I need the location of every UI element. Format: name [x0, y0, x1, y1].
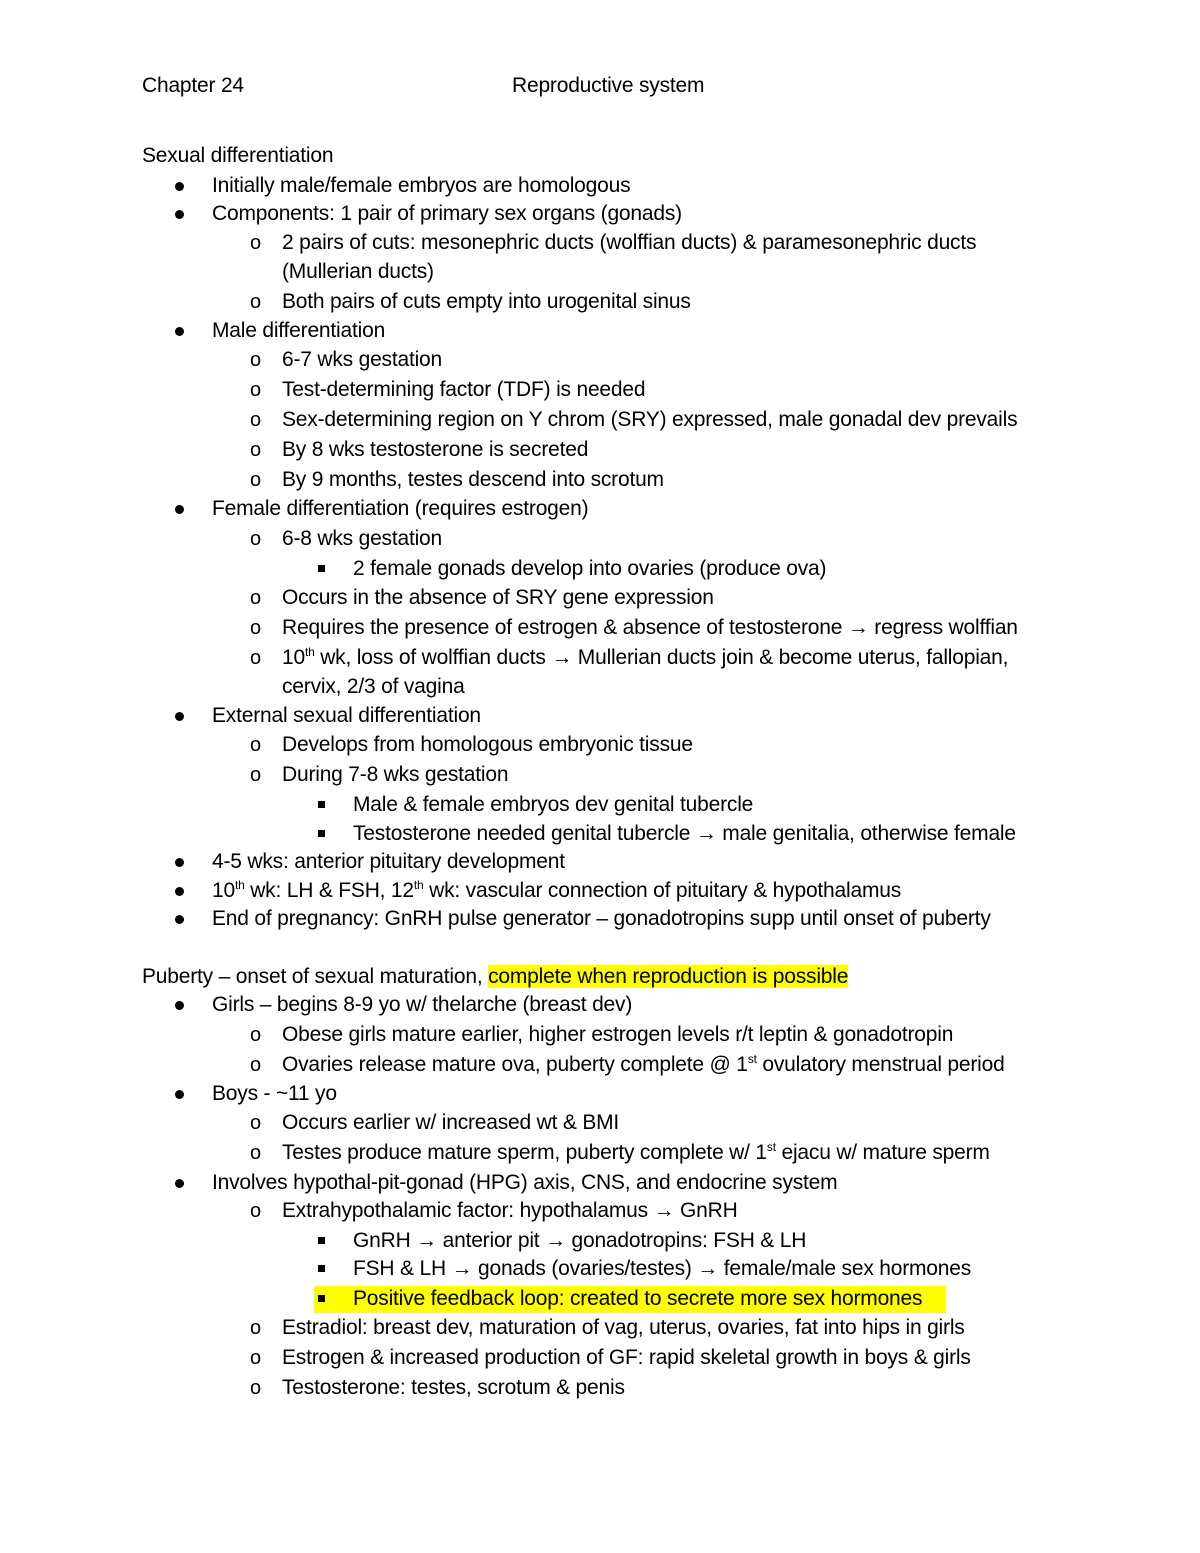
circle-bullet-icon: o [250, 469, 262, 491]
bullet-icon [175, 1090, 184, 1099]
list-item: Female differentiation (requires estrogen) [212, 497, 589, 520]
list-item: GnRH → anterior pit → gonadotropins: FSH & LH [353, 1229, 807, 1252]
circle-bullet-icon: o [250, 587, 262, 609]
list-item: End of pregnancy: GnRH pulse generator – gonadotropins supp until onset of puberty [212, 907, 991, 930]
list-item: External sexual differentiation [212, 704, 481, 727]
list-item: Components: 1 pair of primary sex organs (gonads) [212, 202, 682, 225]
list-item [282, 1052, 1005, 1078]
superscript: st [766, 1140, 776, 1154]
bullet-icon [175, 505, 184, 514]
list-item: Extrahypothalamic factor: hypothalamus → GnRH [282, 1199, 738, 1222]
circle-bullet-icon: o [250, 1112, 262, 1134]
list-item: Girls – begins 8-9 yo w/ thelarche (breast dev) [212, 993, 633, 1016]
list-item: Initially male/female embryos are homologous [212, 174, 631, 197]
list-item: 6-7 wks gestation [282, 348, 443, 371]
list-item-continuation: (Mullerian ducts) [282, 260, 434, 283]
text-run: ejacu w/ mature sperm [775, 1141, 990, 1164]
circle-bullet-icon: o [250, 1024, 262, 1046]
bullet-icon [175, 182, 184, 191]
list-item: During 7-8 wks gestation [282, 763, 509, 786]
circle-bullet-icon: o [250, 1142, 262, 1164]
superscript: th [234, 878, 245, 892]
list-item: Requires the presence of estrogen & absence of testosterone → regress wolffian [282, 616, 1018, 639]
bullet-icon [175, 1179, 184, 1188]
list-item-highlighted: Positive feedback loop: created to secrete more sex hormones [353, 1287, 923, 1310]
text-run: 10 [282, 646, 305, 669]
bullet-icon [175, 1001, 184, 1010]
circle-bullet-icon: o [250, 232, 262, 254]
list-item: FSH & LH → gonads (ovaries/testes) → female/male sex hormones [353, 1257, 972, 1280]
bullet-icon [175, 210, 184, 219]
bullet-icon [175, 858, 184, 867]
circle-bullet-icon: o [250, 1200, 262, 1222]
list-item: Sex-determining region on Y chrom (SRY) expressed, male gonadal dev prevails [282, 408, 1018, 431]
circle-bullet-icon: o [250, 528, 262, 550]
circle-bullet-icon: o [250, 764, 262, 786]
list-item: Occurs earlier w/ increased wt & BMI [282, 1111, 620, 1134]
list-item: 6-8 wks gestation [282, 527, 443, 550]
bullet-icon [175, 327, 184, 336]
superscript: th [413, 878, 424, 892]
square-bullet-icon [318, 1265, 325, 1272]
list-item [282, 1140, 990, 1166]
text-run: Testes produce mature sperm, puberty complete w/ 1 [282, 1141, 767, 1164]
bullet-icon [175, 887, 184, 896]
circle-bullet-icon: o [250, 439, 262, 461]
list-item [212, 878, 901, 904]
text-run: wk: vascular connection of pituitary & hypothalamus [423, 879, 902, 902]
list-item: 2 female gonads develop into ovaries (produce ova) [353, 557, 827, 580]
superscript: th [304, 645, 315, 659]
square-bullet-icon [318, 565, 325, 572]
text-run: 10 [212, 879, 235, 902]
circle-bullet-icon: o [250, 734, 262, 756]
list-item-continuation: cervix, 2/3 of vagina [282, 675, 465, 698]
list-item: Male & female embryos dev genital tubercle [353, 793, 754, 816]
highlighted-text: complete when reproduction is possible [488, 965, 849, 988]
circle-bullet-icon: o [250, 647, 262, 669]
list-item: Male differentiation [212, 319, 386, 342]
circle-bullet-icon: o [250, 617, 262, 639]
circle-bullet-icon: o [250, 1317, 262, 1339]
section-heading-sexual-differentiation: Sexual differentiation [142, 144, 334, 167]
square-bullet-icon [318, 1237, 325, 1244]
superscript: st [747, 1052, 757, 1066]
list-item: Estradiol: breast dev, maturation of vag, uterus, ovaries, fat into hips in girls [282, 1316, 965, 1339]
chapter-label: Chapter 24 [142, 74, 244, 97]
section-heading-puberty [142, 964, 848, 990]
bullet-icon [175, 712, 184, 721]
list-item: Both pairs of cuts empty into urogenital sinus [282, 290, 691, 313]
list-item: Involves hypothal-pit-gonad (HPG) axis, CNS, and endocrine system [212, 1171, 838, 1194]
text-run: wk, loss of wolffian ducts → Mullerian ducts join & become uterus, fallopian, [314, 646, 1009, 669]
list-item: By 8 wks testosterone is secreted [282, 438, 589, 461]
square-bullet-icon [318, 1295, 325, 1302]
list-item: Develops from homologous embryonic tissue [282, 733, 693, 756]
text-run: Ovaries release mature ova, puberty complete @ 1 [282, 1053, 748, 1076]
list-item: 2 pairs of cuts: mesonephric ducts (wolffian ducts) & paramesonephric ducts [282, 231, 977, 254]
square-bullet-icon [318, 801, 325, 808]
list-item [282, 645, 1008, 671]
list-item: Occurs in the absence of SRY gene expression [282, 586, 714, 609]
list-item: 4-5 wks: anterior pituitary development [212, 850, 565, 873]
circle-bullet-icon: o [250, 291, 262, 313]
list-item: Test-determining factor (TDF) is needed [282, 378, 646, 401]
circle-bullet-icon: o [250, 1377, 262, 1399]
list-item: Estrogen & increased production of GF: rapid skeletal growth in boys & girls [282, 1346, 971, 1369]
circle-bullet-icon: o [250, 1054, 262, 1076]
circle-bullet-icon: o [250, 409, 262, 431]
text-run: wk: LH & FSH, 12 [244, 879, 414, 902]
list-item: Obese girls mature earlier, higher estrogen levels r/t leptin & gonadotropin [282, 1023, 954, 1046]
list-item: By 9 months, testes descend into scrotum [282, 468, 664, 491]
list-item: Testosterone: testes, scrotum & penis [282, 1376, 625, 1399]
text-run: Puberty – onset of sexual maturation, [142, 965, 489, 988]
circle-bullet-icon: o [250, 349, 262, 371]
circle-bullet-icon: o [250, 379, 262, 401]
text-run: ovulatory menstrual period [756, 1053, 1005, 1076]
circle-bullet-icon: o [250, 1347, 262, 1369]
list-item: Testosterone needed genital tubercle → male genitalia, otherwise female [353, 822, 1016, 845]
list-item: Boys - ~11 yo [212, 1082, 337, 1105]
document-title: Reproductive system [512, 74, 705, 97]
bullet-icon [175, 915, 184, 924]
square-bullet-icon [318, 830, 325, 837]
